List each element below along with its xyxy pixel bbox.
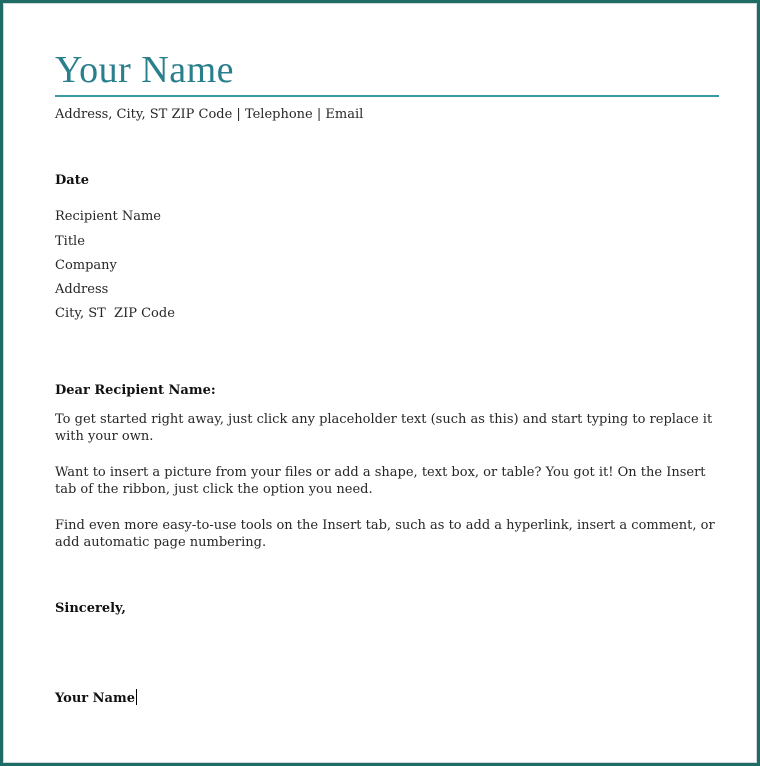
text-cursor [136, 689, 137, 705]
body-paragraph-3[interactable]: Find even more easy-to-use tools on the Insert tab, such as to add a hyperlink, insert a comment, or add automatic page numbering. [55, 518, 715, 550]
signature-name: Your Name [55, 691, 135, 706]
date-field[interactable]: Date [55, 173, 89, 188]
recipient-title[interactable]: Title [55, 234, 85, 249]
body-paragraph-1[interactable]: To get started right away, just click any placeholder text (such as this) and start typing to replace it with your own. [55, 412, 713, 444]
heading-divider [55, 95, 719, 97]
salutation[interactable]: Dear Recipient Name: [55, 383, 216, 398]
recipient-company[interactable]: Company [55, 258, 117, 273]
sender-contact-line[interactable]: Address, City, ST ZIP Code | Telephone | Email [55, 107, 364, 122]
body-paragraph-2[interactable]: Want to insert a picture from your files or add a shape, text box, or table? You got it! On the Insert tab of the ribbon, just click the option you need. [55, 465, 706, 497]
recipient-name[interactable]: Recipient Name [55, 209, 161, 224]
recipient-address[interactable]: Address [55, 282, 109, 297]
recipient-city-line[interactable]: City, ST ZIP Code [55, 306, 175, 321]
closing[interactable]: Sincerely, [55, 601, 126, 616]
signature-line[interactable] [55, 689, 137, 707]
sender-name-heading[interactable]: Your Name [55, 49, 235, 91]
